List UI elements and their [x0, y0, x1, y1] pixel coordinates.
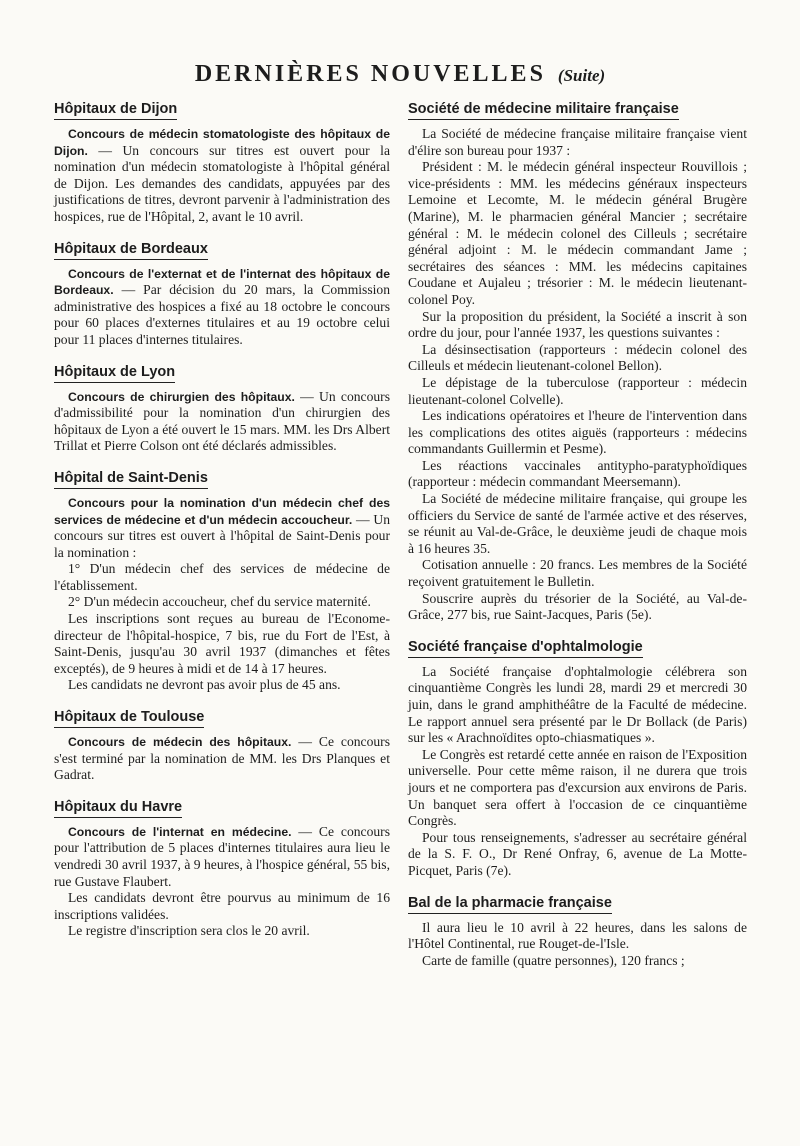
paragraph-text: Souscrire auprès du trésorier de la Société, au Val-de-Grâce, 277 bis, rue Saint-Jacques, Paris (5e). [408, 590, 747, 623]
paragraph-text: — Ce concours pour l'attribution de 5 places d'internes titulaires aura lieu le vendredi 30 avril 1937, à 9 heures, à l'hospice général, 55 bis, rue Gustave Flaubert. [54, 823, 390, 889]
article-heading: Société de médecine militaire française [408, 100, 679, 120]
paragraph-text: Il aura lieu le 10 avril à 22 heures, dans les salons de l'Hôtel Continental, rue Rouget-de-l'Isle. [408, 919, 747, 952]
paragraph-text: 2° D'un médecin accoucheur, chef du service maternité. [68, 594, 371, 610]
article-heading: Hôpitaux de Dijon [54, 100, 177, 120]
paragraph-lead: Concours de médecin stomatologiste des hôpitaux de Dijon. [54, 127, 390, 158]
article-heading: Hôpitaux de Lyon [54, 363, 175, 383]
left-column [54, 100, 390, 954]
article-paragraph [54, 677, 390, 694]
paragraph-text: — Un concours d'admissibilité pour la nomination d'un chirurgien des hôpitaux de Lyon a été ouvert le 15 mars. MM. les Drs Albert Trillat et Pierre Colson ont été déclarés admissibles. [54, 388, 390, 454]
paragraph-text: Président : M. le médecin général inspecteur Rouvillois ; vice-présidents : MM. les médecins généraux inspecteurs Lemoine et Lecomte, M. le médecin général Brugère (Marine), M. le pharmacien général Mancier ; secrétaire général : M. le médecin colonel des Cilleuls ; secrétaire général adjoint : M. le médecin commandant Jame ; secrétaires des séances : MM. les médecins capitaines Coudane et Aujaleu ; trésorier : M. le médecin lieutenant-colonel Poy. [408, 159, 747, 307]
article-paragraph [408, 664, 747, 747]
paragraph-text: 1° D'un médecin chef des services de médecine de l'établissement. [54, 561, 390, 593]
paragraph-lead: Concours de l'internat en médecine. [68, 824, 292, 839]
article-hopital-de-saint-denis [54, 469, 390, 694]
article-paragraph [408, 920, 747, 953]
paragraph-text: Les indications opératoires et l'heure de l'intervention dans les complications des otites aiguës (rapporteurs : médecins commandants Guillermin et Pesme). [408, 408, 747, 457]
article-paragraph [408, 591, 747, 624]
article-societe-de-medecine-militaire-francaise [408, 100, 747, 624]
paragraph-lead: Concours pour la nomination d'un médecin chef des services de médecine et d'un médecin accoucheur. [54, 495, 390, 527]
paragraph-text: Le dépistage de la tuberculose (rapporteur : médecin lieutenant-colonel Colvelle). [408, 374, 747, 407]
page-title: DERNIÈRES NOUVELLES [194, 61, 546, 87]
paragraph-text: Le registre d'inscription sera clos le 20 avril. [68, 923, 310, 939]
article-paragraph [54, 824, 390, 890]
article-hopitaux-du-havre [54, 798, 390, 940]
article-paragraph [54, 923, 390, 940]
article-paragraph [54, 890, 390, 923]
article-paragraph [408, 557, 747, 590]
article-heading: Hôpitaux de Toulouse [54, 708, 204, 728]
page-header [0, 58, 800, 93]
paragraph-text: La Société de médecine militaire française, qui groupe les officiers du Service de santé de l'armée active et des réserves, se réunit au Val-de-Grâce, le deuxième jeudi de chaque mois à 16 heures 35. [408, 491, 747, 556]
article-paragraph [408, 309, 747, 342]
paragraph-text: — Un concours sur titres est ouvert à l'hôpital de Saint-Denis pour la nomination : [54, 511, 390, 560]
paragraph-lead: Concours de l'externat et de l'internat des hôpitaux de Bordeaux. [54, 266, 390, 298]
article-paragraph [408, 747, 747, 830]
paragraph-text: Les candidats ne devront pas avoir plus de 45 ans. [68, 677, 341, 693]
article-paragraph [408, 159, 747, 308]
article-hopitaux-de-lyon [54, 363, 390, 455]
article-paragraph [408, 491, 747, 557]
article-paragraph [54, 126, 390, 226]
article-paragraph [408, 342, 747, 375]
paragraph-text: Le Congrès est retardé cette année en raison de l'Exposition universelle. Pour cette même raison, il ne durera que trois jours et ne comportera pas d'excursion aux environs de Paris. Un banquet sera offert à l'occasion de ce cinquantième Congrès. [408, 746, 747, 829]
article-paragraph [54, 611, 390, 677]
paragraph-text: La Société de médecine française militaire française vient d'élire son bureau pour 1937 : [408, 126, 747, 158]
article-paragraph [54, 734, 390, 784]
paragraph-text: Carte de famille (quatre personnes), 120 francs ; [422, 952, 685, 968]
article-hopitaux-de-dijon [54, 100, 390, 226]
article-paragraph [408, 458, 747, 491]
article-paragraph [408, 375, 747, 408]
article-paragraph [54, 495, 390, 561]
paragraph-text: La Société française d'ophtalmologie célébrera son cinquantième Congrès les lundi 28, mardi 29 et mercredi 30 juin, dans le grand amphithéâtre de la Faculté de médecine. Le rapport annuel sera présenté par le Dr Bollack (de Paris) sur les « Arachnoïdites opto-chiasmatiques ». [408, 663, 747, 746]
article-hopitaux-de-bordeaux [54, 240, 390, 349]
paragraph-text: Les réactions vaccinales antitypho-paratyphoïdiques (rapporteur : médecin commandant Meersemann). [408, 457, 747, 490]
article-paragraph [54, 594, 390, 611]
paragraph-text: — Par décision du 20 mars, la Commission administrative des hospices a fixé au 18 octobre le concours pour 60 places d'externes titulaires et au 19 octobre celui pour 11 places d'internes titulaires. [54, 282, 390, 347]
page-title-suite: (Suite) [557, 66, 606, 85]
article-societe-francaise-d-ophtalmologie [408, 638, 747, 880]
paragraph-text: Sur la proposition du président, la Société a inscrit à son ordre du jour, pour l'année 1937, les questions suivantes : [408, 308, 747, 341]
article-heading: Bal de la pharmacie française [408, 894, 612, 914]
article-heading: Société française d'ophtalmologie [408, 638, 643, 658]
article-paragraph [408, 126, 747, 159]
paragraph-text: — Ce concours s'est terminé par la nomination de MM. les Drs Planques et Gadrat. [54, 734, 390, 783]
article-paragraph [54, 389, 390, 455]
article-paragraph [408, 953, 747, 970]
paragraph-text: Les candidats devront être pourvus au minimum de 16 inscriptions validées. [54, 890, 390, 922]
article-paragraph [54, 266, 390, 349]
paragraph-text: Cotisation annuelle : 20 francs. Les membres de la Société reçoivent gratuitement le Bulletin. [408, 557, 747, 590]
paragraph-lead: Concours de chirurgien des hôpitaux. [68, 389, 295, 404]
paragraph-text: Les inscriptions sont reçues au bureau de l'Econome-directeur de l'hôpital-hospice, 7 bis, rue du Fort de l'Est, à Saint-Denis, jusqu'au 30 avril 1937 (dimanches et fêtes exceptés), de 9 heures à midi et de 14 à 17 heures. [54, 611, 390, 676]
article-paragraph [408, 830, 747, 880]
article-heading: Hôpitaux de Bordeaux [54, 240, 208, 260]
paragraph-text: La désinsectisation (rapporteurs : médecin colonel des Cilleuls et médecin lieutenant-colonel Bellon). [408, 341, 747, 374]
paragraph-lead: Concours de médecin des hôpitaux. [68, 735, 292, 750]
paragraph-text: — Un concours sur titres est ouvert pour la nomination d'un médecin stomatologiste à l'hôpital général de Dijon. Les demandes des candidats, appuyées par des justifications de titres, devront parvenir à l'administration des hospices, rue de l'Hôpital, 2, avant le 10 avril. [54, 142, 390, 224]
article-paragraph [408, 408, 747, 458]
article-bal-de-la-pharmacie-francaise [408, 894, 747, 970]
article-heading: Hôpital de Saint-Denis [54, 469, 208, 489]
article-hopitaux-de-toulouse [54, 708, 390, 784]
paragraph-text: Pour tous renseignements, s'adresser au secrétaire général de la S. F. O., Dr René Onfray, 6, avenue de La Motte-Picquet, Paris (7e). [408, 829, 747, 878]
article-paragraph [54, 561, 390, 594]
article-heading: Hôpitaux du Havre [54, 798, 182, 818]
right-column [408, 100, 747, 983]
